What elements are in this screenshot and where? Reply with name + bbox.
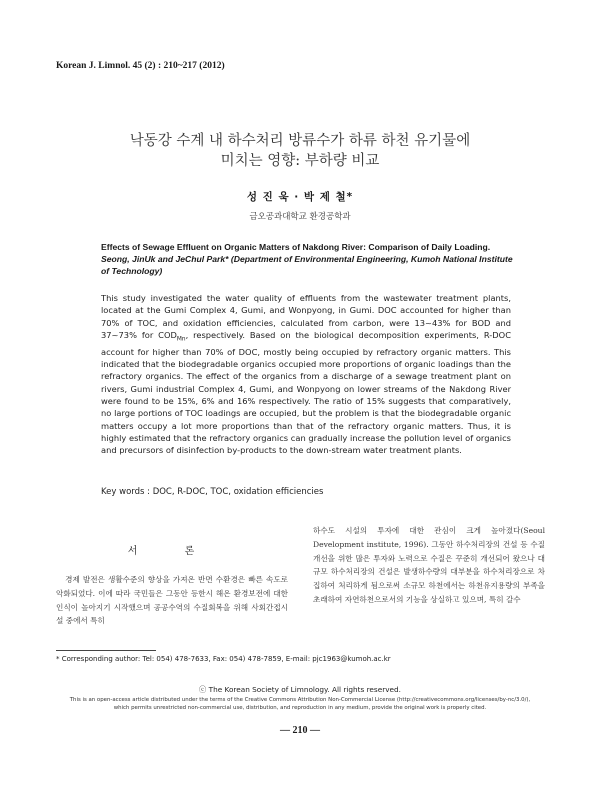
authors-korean: 성 진 욱 · 박 제 철* (246, 191, 354, 203)
journal-reference: Korean J. Limnol. 45 (2) : 210~217 (2012) (56, 61, 225, 71)
english-authors: Seong, JinUk and JeChul Park* (Department of Environmental Engineering, Kumoh National Institute of Technology) (101, 254, 513, 276)
license-line-2: which permits unrestricted non-commercial use, distribution, and reproduction in any medium, provide the original work is properly cited. (113, 705, 487, 711)
keywords: Key words : DOC, R-DOC, TOC, oxidation efficiencies (101, 487, 324, 497)
affiliation-korean: 금오공과대학교 환경공학과 (249, 212, 351, 222)
title-korean-line-2: 미치는 영향: 부하량 비교 (220, 153, 380, 169)
body-paragraph-right: 하수도 시설의 투자에 대한 관심이 크게 높아졌다(Seoul Development institute, 1996). 그동안 하수처리장의 건설 등 수질개선을 위한 많은 투자와 노력으로 수질은 꾸준히 개선되어 왔으나 대규모 하수처리장의 건설은 발생하수량의 대부분을 하수처리장으로 차집하여 처리하게 됨으로써 소규모 하천에서는 하천유지용량의 부족을 초래하여 자연하천으로서의 기능을 상실하고 있으며, 특히 갈수 (313, 526, 545, 604)
body-column-right (313, 524, 545, 607)
abstract-part-1: This study investigated the water quality of effluents from the wastewater treatment plants, located at the Gumi Complex 4, Gumi, and Wonpyong, in Gumi. DOC accounted for higher than 70% of TOC, and oxidation efficiencies, calculated from carbon, were 13~43% for BOD and 37~73% for COD (101, 293, 511, 340)
english-title: Effects of Sewage Effluent on Organic Matters of Nakdong River: Comparison of Daily Loading. (101, 242, 491, 252)
copyright-notice: ⓒ The Korean Society of Limnology. All rights reserved. (199, 685, 401, 694)
page-number: — 210 — (280, 725, 320, 736)
body-column-left (56, 528, 288, 628)
section-heading-introduction: 서 론 (127, 546, 217, 557)
corresponding-author-footnote: * Corresponding author: Tel: 054) 478-7633, Fax: 054) 478-7859, E-mail: pjc1963@kumoh.ac.kr (56, 655, 391, 663)
license-line-1: This is an open-access article distributed under the terms of the Creative Commons Attribution Non-Commercial License (http://creativecommons.org/licenses/by-nc/3.0/), (69, 697, 531, 703)
body-paragraph-left: 경제 발전은 생활수준의 향상을 가져온 반면 수환경은 빠른 속도로 악화되었다. 이에 따라 국민들은 그동안 등한시 해온 환경보전에 대한 인식이 높아지기 시작했으며 공공수역의 수질회복을 위해 사회간접시설 중에서 특히 (56, 575, 288, 626)
english-title-block (101, 241, 521, 277)
title-korean-line-1: 낙동강 수계 내 하수처리 방류수가 하류 하천 유기물에 (129, 133, 471, 149)
abstract (101, 292, 511, 457)
abstract-subscript: Mn (176, 336, 186, 343)
license-notice (20, 696, 580, 712)
footnote-divider (56, 650, 156, 651)
abstract-part-2: , respectively. Based on the biological decomposition experiments, R-DOC account for higher than 70% of DOC, mostly being occupied by refractory organic matters. This indicated that the biodegradable organics occupied more proportions of organic loadings than the refractory organics. The effect of the organics from a discharge of a sewage treatment plant on rivers, Gumi industrial Complex 4, Gumi, and Wonpyong on lower streams of the Nakdong River were found to be 15%, 6% and 16% respectively. The ratio of 15% suggests that comparatively, no large portions of TOC loadings are occupied, but the problem is that the biodegradable organic matters occupy a lot more proportions than that of the refractory organic matters. Thus, it is highly estimated that the refractory organics can gradually increase the pollution level of organics and precursors of disinfection by-products to the down-stream water treatment plants. (101, 329, 511, 456)
title-korean (56, 131, 544, 171)
